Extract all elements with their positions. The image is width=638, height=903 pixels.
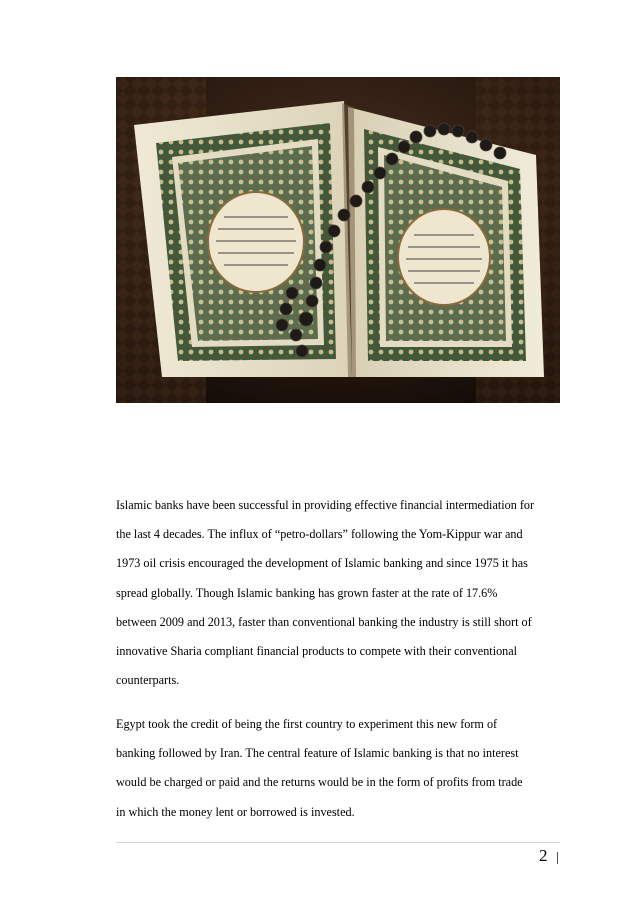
paragraph-islamic-banks xyxy=(116,491,560,695)
text-line: would be charged or paid and the returns would be in the form of profits from trade xyxy=(116,775,523,790)
paragraph-egypt xyxy=(116,710,560,827)
footer-divider xyxy=(116,842,560,843)
text-line: spread globally. Though Islamic banking has grown faster at the rate of 17.6% xyxy=(116,585,498,600)
text-line: counterparts. xyxy=(116,673,180,688)
text-line: in which the money lent or borrowed is invested. xyxy=(116,804,355,819)
text-line: Islamic banks have been successful in providing effective financial intermediation for xyxy=(116,498,535,512)
page-number-separator xyxy=(557,852,558,864)
text-line: innovative Sharia compliant financial products to compete with their conventional xyxy=(116,644,518,659)
text-line: between 2009 and 2013, faster than conventional banking the industry is still short of xyxy=(116,614,532,629)
text-line: banking followed by Iran. The central feature of Islamic banking is that no interest xyxy=(116,746,519,761)
text-line: the last 4 decades. The influx of “petro-dollars” following the Yom-Kippur war and xyxy=(116,527,523,542)
text-line: Egypt took the credit of being the first country to experiment this new form of xyxy=(116,717,498,731)
quran-photo xyxy=(116,77,560,403)
page-number: 2 xyxy=(539,846,548,865)
text-line: 1973 oil crisis encouraged the development of Islamic banking and since 1975 it has xyxy=(116,556,528,571)
